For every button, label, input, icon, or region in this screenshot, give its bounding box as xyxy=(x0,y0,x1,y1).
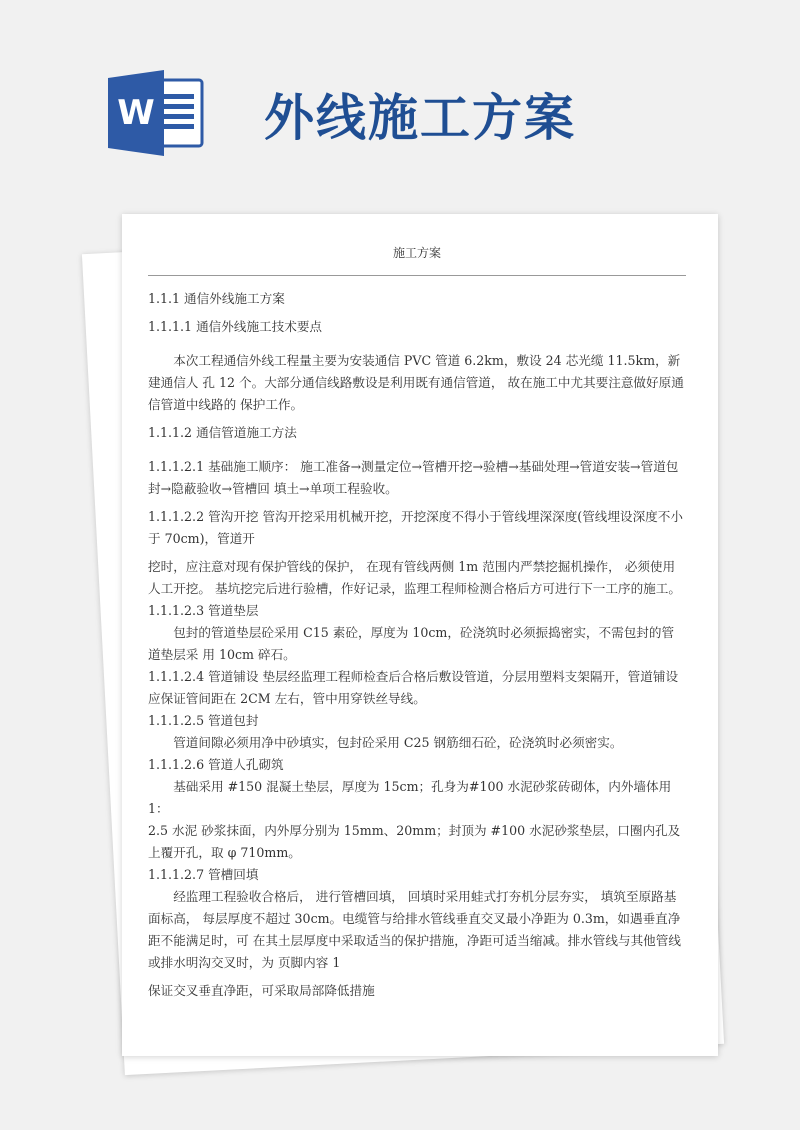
page-header: 施工方案 xyxy=(148,244,686,276)
heading-1-1-1-1: 1.1.1.1 通信外线施工技术要点 xyxy=(148,319,323,334)
paragraph-excavation-cont: 挖时，应注意对现有保护管线的保护， 在现有管线两侧 1m 范围内严禁挖掘机操作， 必须使用人工开挖。 基坑挖完后进行验槽，作好记录，监理工程师检测合格后方可进行下一工序的施工。 xyxy=(148,559,681,596)
logo-letter: W xyxy=(117,93,155,133)
paragraph-backfill: 经监理工程验收合格后， 进行管槽回填， 回填时采用蛙式打夯机分层夯实， 填筑至原路基面标高， 每层厚度不超过 30cm。电缆管与给排水管线垂直交叉最小净距为 0.3m，如遇垂直净距不能满足时，可 在其土层厚度中采取适当的保护措施，净距可适当缩减。排水管线与其他管线或排水明沟交叉时，为 页脚内容 1 xyxy=(148,889,681,970)
paragraph-overview: 本次工程通信外线工程量主要为安装通信 PVC 管道 6.2km，敷设 24 芯光缆 11.5km，新建通信人 孔 12 个。大部分通信线路敷设是利用既有通信管道， 故在施工中尤其要注意做好原通信管道中线路的 保护工作。 xyxy=(148,353,684,412)
heading-backfill: 1.1.1.2.7 管槽回填 xyxy=(148,867,259,882)
paragraph-manhole-cont: 2.5 水泥 砂浆抹面，内外厚分别为 15mm、20mm；封顶为 #100 水泥砂浆垫层，口圈内孔及上覆开孔，取 φ 710mm。 xyxy=(148,823,681,860)
word-doc-icon xyxy=(108,70,208,156)
banner-title: 外线施工方案 xyxy=(264,89,576,147)
banner xyxy=(0,0,800,205)
heading-1-1-1-2: 1.1.1.2 通信管道施工方法 xyxy=(148,425,297,440)
paragraph-pipe-laying: 1.1.1.2.4 管道铺设 垫层经监理工程师检查后合格后敷设管道，分层用塑料支架隔开，管道铺设应保证管间距在 2CM 左右，管中用穿铁丝导线。 xyxy=(148,669,679,706)
heading-pipe-encasement: 1.1.1.2.5 管道包封 xyxy=(148,713,259,728)
heading-pipe-cushion: 1.1.1.2.3 管道垫层 xyxy=(148,603,259,618)
paragraph-foundation-order: 1.1.1.2.1 基础施工顺序： 施工准备→测量定位→管槽开挖→验槽→基础处理→管道安装→管道包封→隐蔽验收→管槽回 填土→单项工程验收。 xyxy=(148,459,679,496)
paragraph-manhole: 基础采用 #150 混凝土垫层，厚度为 15cm；孔身为#100 水泥砂浆砖砌体，内外墙体用 1： xyxy=(148,779,672,816)
paragraph-backfill-cont: 保证交叉垂直净距，可采取局部降低措施 xyxy=(148,983,375,998)
heading-1-1-1: 1.1.1 通信外线施工方案 xyxy=(148,291,285,306)
document-page xyxy=(122,214,718,1056)
paragraph-trench-excavation: 1.1.1.2.2 管沟开挖 管沟开挖采用机械开挖，开挖深度不得小于管线埋深深度(管线埋设深度不小于 70cm)，管道开 xyxy=(148,509,683,546)
paragraph-pipe-encasement: 管道间隙必须用净中砂填实，包封砼采用 C25 钢筋细石砼，砼浇筑时必须密实。 xyxy=(173,735,623,750)
document-body xyxy=(148,282,684,1002)
heading-manhole: 1.1.1.2.6 管道人孔砌筑 xyxy=(148,757,284,772)
paragraph-pipe-cushion: 包封的管道垫层砼采用 C15 素砼，厚度为 10cm，砼浇筑时必须振捣密实，不需包封的管道垫层采 用 10cm 碎石。 xyxy=(148,625,675,662)
